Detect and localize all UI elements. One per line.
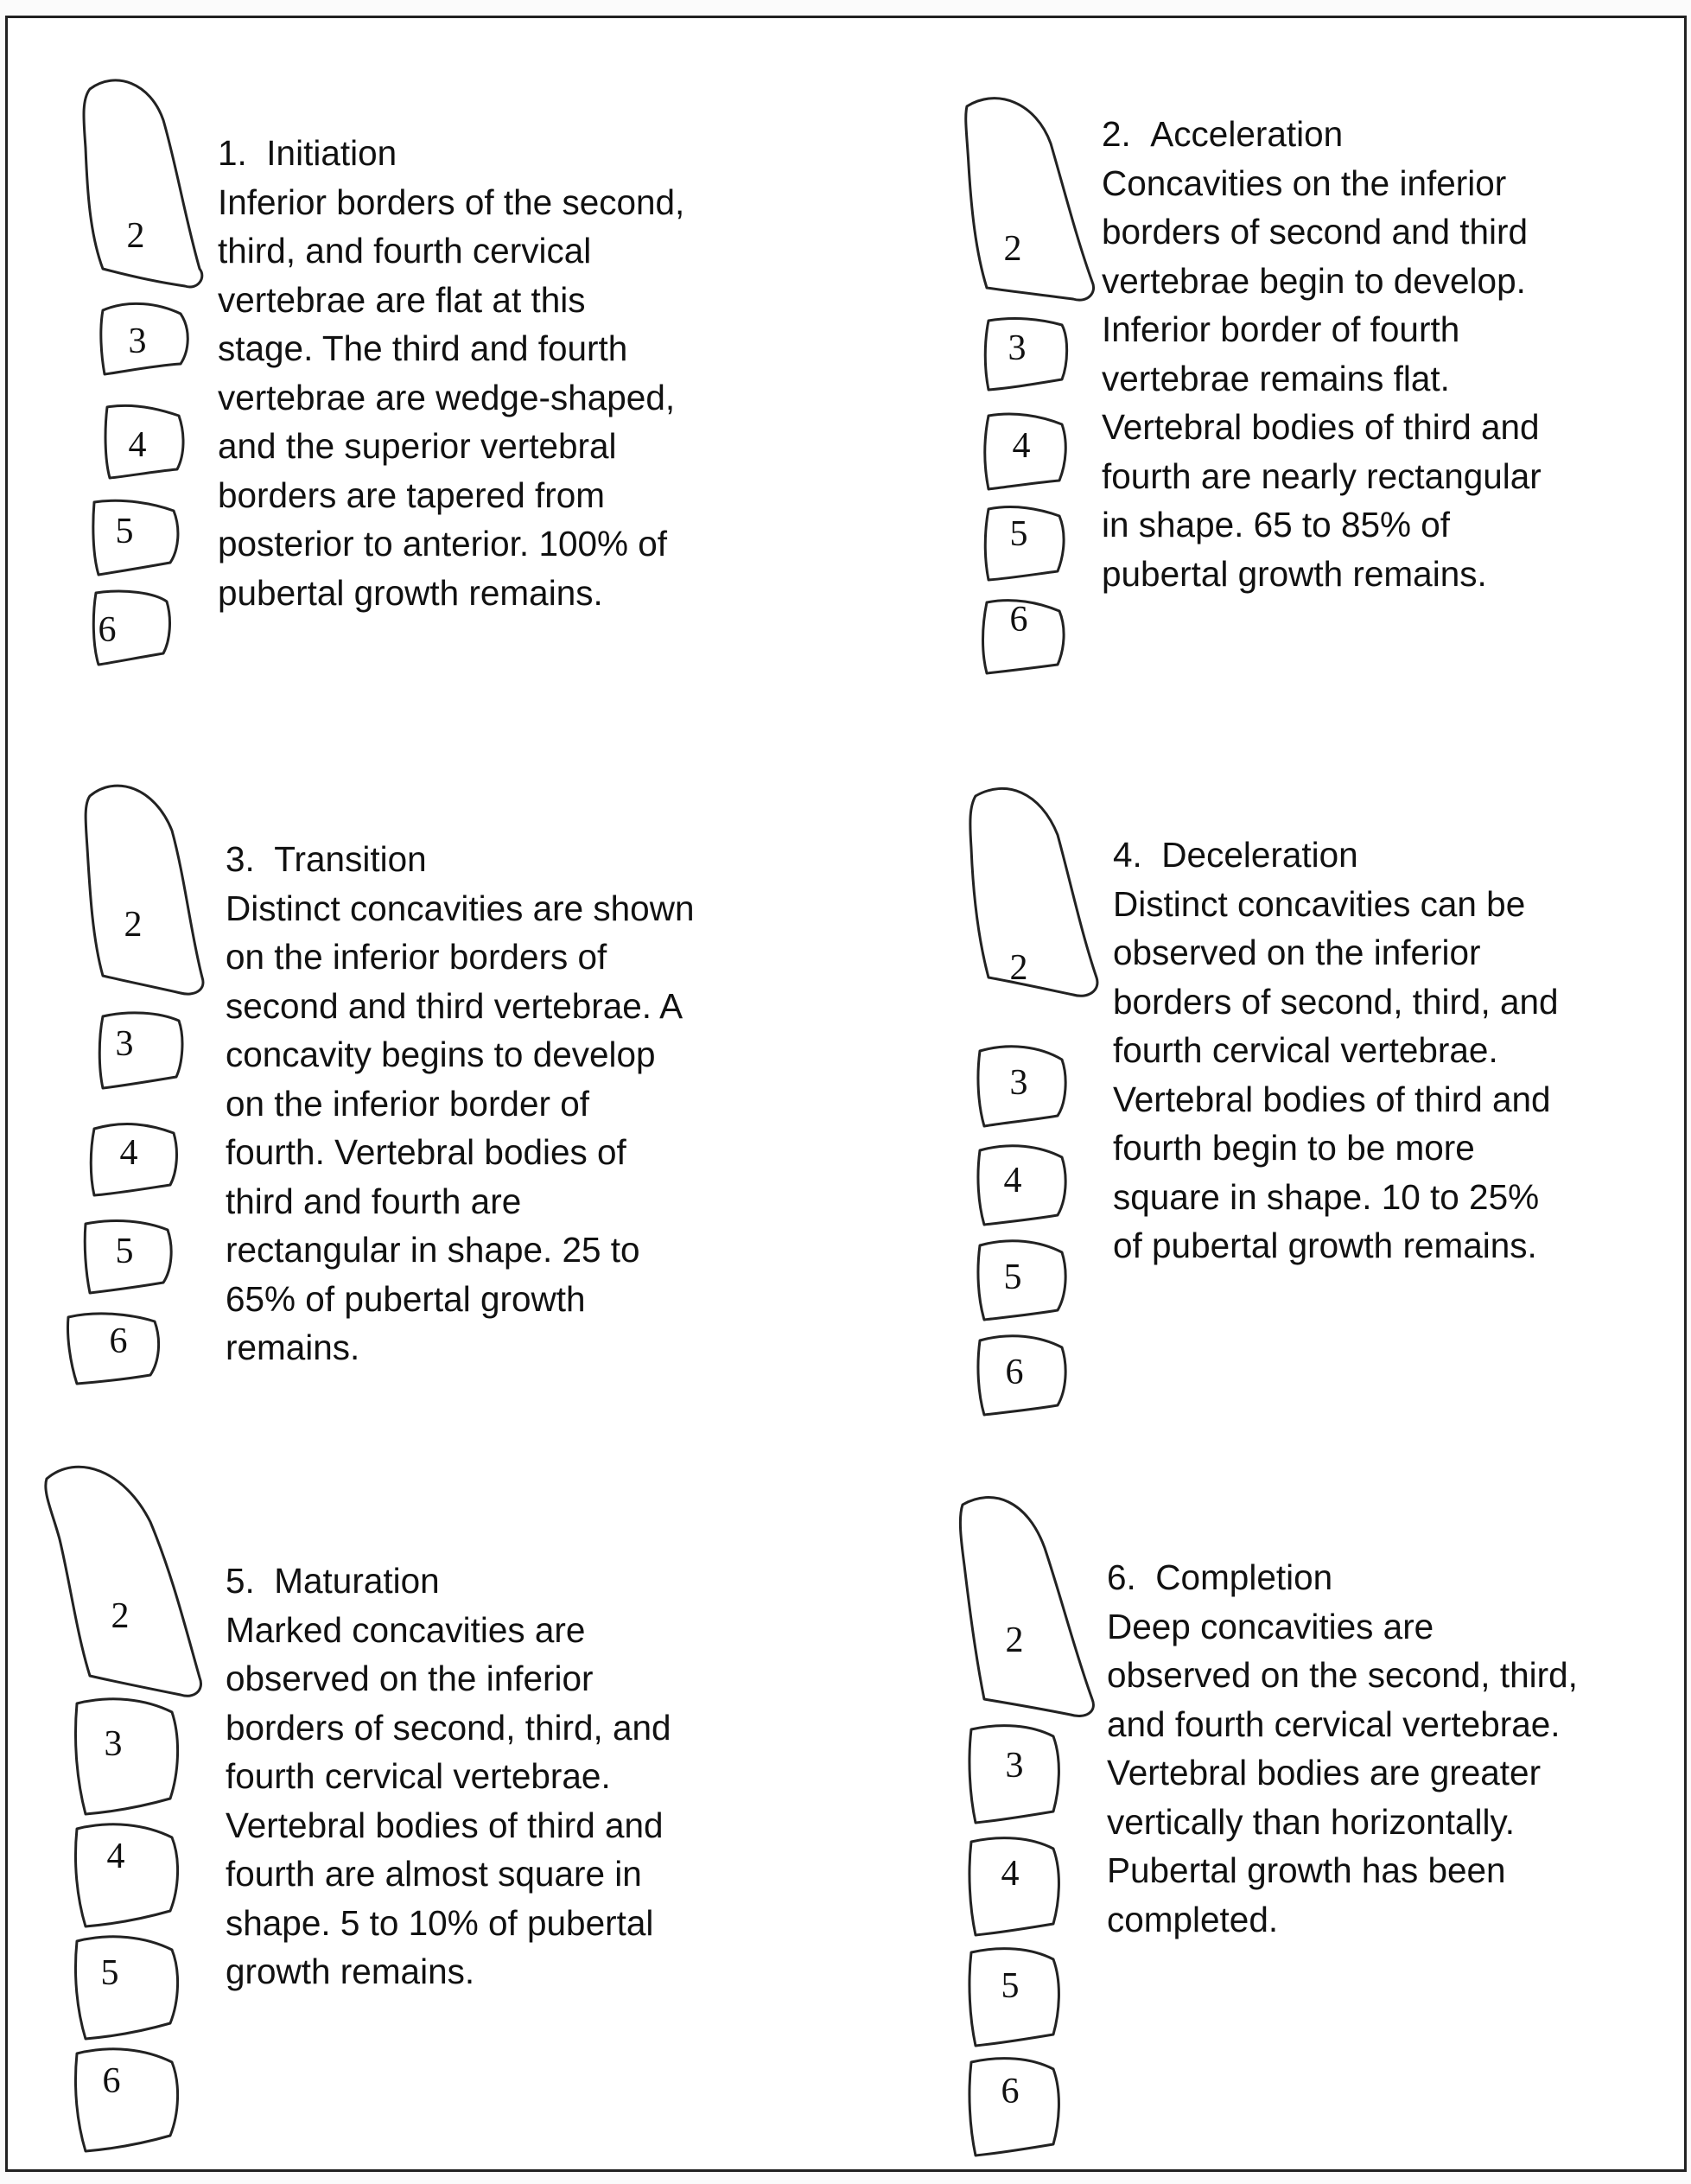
stage-3-line: on the inferior border of: [226, 1083, 589, 1124]
vertebra-number: 3: [1008, 328, 1027, 368]
vertebra-number: 6: [1009, 600, 1028, 640]
stage-1-line: Inferior borders of the second,: [218, 181, 685, 222]
vertebra-outline: [960, 1498, 1093, 1716]
stage-2-line: in shape. 65 to 85% of: [1102, 505, 1451, 544]
stage-3-line: rectangular in shape. 25 to: [226, 1230, 640, 1270]
stage-4-line: fourth begin to be more: [1113, 1128, 1475, 1168]
stage-1-line: posterior to anterior. 100% of: [218, 524, 668, 564]
vertebra-number: 5: [1009, 514, 1028, 554]
stage-2-text: [1102, 110, 1542, 598]
stage-6-text: [1107, 1553, 1578, 1944]
vertebra-outline: [99, 1013, 182, 1088]
stage-1-line: borders are tapered from: [218, 474, 605, 515]
vertebra-number: 2: [111, 1596, 130, 1636]
vertebra-number: 4: [106, 1837, 125, 1876]
stage-5-line: fourth are almost square in: [226, 1854, 642, 1894]
stage-6-line: completed.: [1107, 1899, 1279, 1939]
vertebra-outline: [84, 80, 202, 287]
stage-1-line: third, and fourth cervical: [218, 231, 592, 271]
stage-1-line: vertebrae are flat at this: [218, 279, 586, 320]
stage-4-text: [1113, 831, 1559, 1270]
vertebra-number: 5: [100, 1953, 119, 1993]
stage-6-line: and fourth cervical vertebrae.: [1107, 1703, 1561, 1744]
vertebra-number: 2: [1009, 948, 1028, 988]
vertebra-number: 4: [119, 1133, 138, 1173]
vertebra-number: 3: [128, 322, 147, 361]
vertebra-outline: [978, 1146, 1065, 1225]
stage-6-vertebrae: [960, 1498, 1093, 2155]
stage-4-description: [1113, 880, 1559, 1270]
vertebra-number: 5: [1001, 1966, 1020, 2006]
stage-5-heading: 5. Maturation: [226, 1561, 440, 1601]
stage-4-heading: 4. Deceleration: [1113, 835, 1358, 875]
stage-5-line: fourth cervical vertebrae.: [226, 1756, 611, 1796]
vertebra-outline: [46, 1467, 201, 1696]
vertebra-outline: [75, 1824, 177, 1926]
vertebra-outline: [978, 1241, 1065, 1320]
stage-5-line: borders of second, third, and: [226, 1707, 671, 1748]
stage-3-line: concavity begins to develop: [226, 1035, 656, 1074]
vertebra-number: 2: [1005, 1620, 1024, 1660]
stage-2-line: Concavities on the inferior: [1102, 162, 1507, 203]
vertebra-outline: [970, 788, 1097, 996]
stage-1-line: vertebrae are wedge-shaped,: [218, 377, 676, 417]
stage-4-line: borders of second, third, and: [1113, 981, 1559, 1022]
stage-2-heading: 2. Acceleration: [1102, 114, 1344, 154]
stage-3-line: fourth. Vertebral bodies of: [226, 1132, 626, 1172]
stage-3-description: [226, 884, 694, 1372]
stage-1-text: [218, 129, 684, 617]
stage-1-line: pubertal growth remains.: [218, 572, 603, 613]
stage-3-text: [226, 835, 694, 1372]
stage-2-description: [1102, 159, 1542, 599]
stage-2-line: pubertal growth remains.: [1102, 553, 1487, 594]
stage-1-line: and the superior vertebral: [218, 426, 617, 466]
stage-6-heading: 6. Completion: [1107, 1557, 1333, 1597]
vertebra-number: 4: [1001, 1854, 1020, 1894]
stage-3-line: 65% of pubertal growth: [226, 1278, 586, 1319]
stage-3-line: remains.: [226, 1328, 360, 1367]
stage-3-vertebrae: [67, 786, 202, 1384]
stage-5-line: Marked concavities are: [226, 1609, 586, 1650]
vertebra-outline: [86, 786, 203, 994]
stage-5-line: observed on the inferior: [226, 1659, 594, 1698]
stage-1-heading: 1. Initiation: [218, 133, 397, 173]
stage-1-description: [218, 178, 684, 618]
stage-5-line: Vertebral bodies of third and: [226, 1805, 664, 1845]
stage-3-line: Distinct concavities are shown: [226, 888, 695, 928]
vertebra-outline: [75, 2049, 177, 2151]
vertebra-number: 2: [124, 905, 143, 945]
vertebra-outline: [966, 99, 1094, 300]
stage-6-line: Pubertal growth has been: [1107, 1850, 1506, 1890]
stage-2-line: vertebrae remains flat.: [1102, 358, 1450, 398]
stage-5-text: [226, 1557, 671, 1996]
vertebra-number: 2: [1003, 229, 1022, 269]
stage-6-description: [1107, 1602, 1578, 1945]
vertebra-outline: [75, 1699, 177, 1814]
vertebra-number: 2: [126, 216, 145, 256]
stage-6-line: Deep concavities are: [1107, 1606, 1434, 1646]
stage-6-line: vertically than horizontally.: [1107, 1801, 1515, 1842]
stage-2-line: Inferior border of fourth: [1102, 309, 1460, 349]
stage-6-line: Vertebral bodies are greater: [1107, 1753, 1542, 1792]
vertebra-outline: [93, 500, 178, 575]
stage-3-line: on the inferior borders of: [226, 937, 607, 977]
vertebra-number: 4: [1003, 1161, 1022, 1200]
vertebra-outline: [75, 1937, 177, 2039]
stage-2-vertebrae: [966, 99, 1094, 673]
vertebra-number: 3: [115, 1024, 134, 1064]
vertebra-number: 6: [109, 1321, 128, 1361]
vertebra-number: 6: [1001, 2072, 1020, 2111]
vertebra-number: 3: [1005, 1746, 1024, 1786]
stage-4-line: of pubertal growth remains.: [1113, 1226, 1537, 1265]
stage-5-description: [226, 1606, 671, 1996]
stage-3-line: second and third vertebrae. A: [226, 985, 683, 1026]
vertebra-number: 6: [102, 2061, 121, 2101]
stage-5-vertebrae: [46, 1467, 201, 2151]
vertebra-number: 4: [128, 425, 147, 465]
stage-5-line: growth remains.: [226, 1952, 475, 1991]
stage-4-line: Distinct concavities can be: [1113, 883, 1526, 924]
stage-6-line: observed on the second, third,: [1107, 1655, 1578, 1695]
stage-4-vertebrae: [970, 788, 1097, 1415]
stage-2-line: borders of second and third: [1102, 212, 1529, 252]
stage-1-vertebrae: [84, 80, 202, 665]
vertebra-number: 5: [115, 1232, 134, 1271]
stage-4-line: observed on the inferior: [1113, 933, 1481, 972]
vertebra-number: 5: [1003, 1258, 1022, 1297]
stage-2-line: Vertebral bodies of third and: [1102, 407, 1540, 447]
stage-3-heading: 3. Transition: [226, 839, 427, 879]
vertebra-number: 3: [1009, 1063, 1028, 1103]
stage-2-line: fourth are nearly rectangular: [1102, 455, 1542, 496]
stage-4-line: square in shape. 10 to 25%: [1113, 1176, 1540, 1217]
vertebra-number: 5: [115, 512, 134, 551]
vertebra-number: 4: [1012, 426, 1031, 466]
stage-4-line: Vertebral bodies of third and: [1113, 1079, 1551, 1119]
vertebra-number: 6: [98, 610, 117, 650]
stages-figure: [5, 16, 1687, 2172]
vertebra-number: 3: [104, 1724, 123, 1764]
vertebra-number: 6: [1005, 1353, 1024, 1392]
stage-4-line: fourth cervical vertebrae.: [1113, 1030, 1498, 1070]
stage-2-line: vertebrae begin to develop.: [1102, 260, 1526, 301]
stage-1-line: stage. The third and fourth: [218, 328, 628, 368]
stage-5-line: shape. 5 to 10% of pubertal: [226, 1902, 654, 1943]
stage-3-line: third and fourth are: [226, 1181, 522, 1221]
